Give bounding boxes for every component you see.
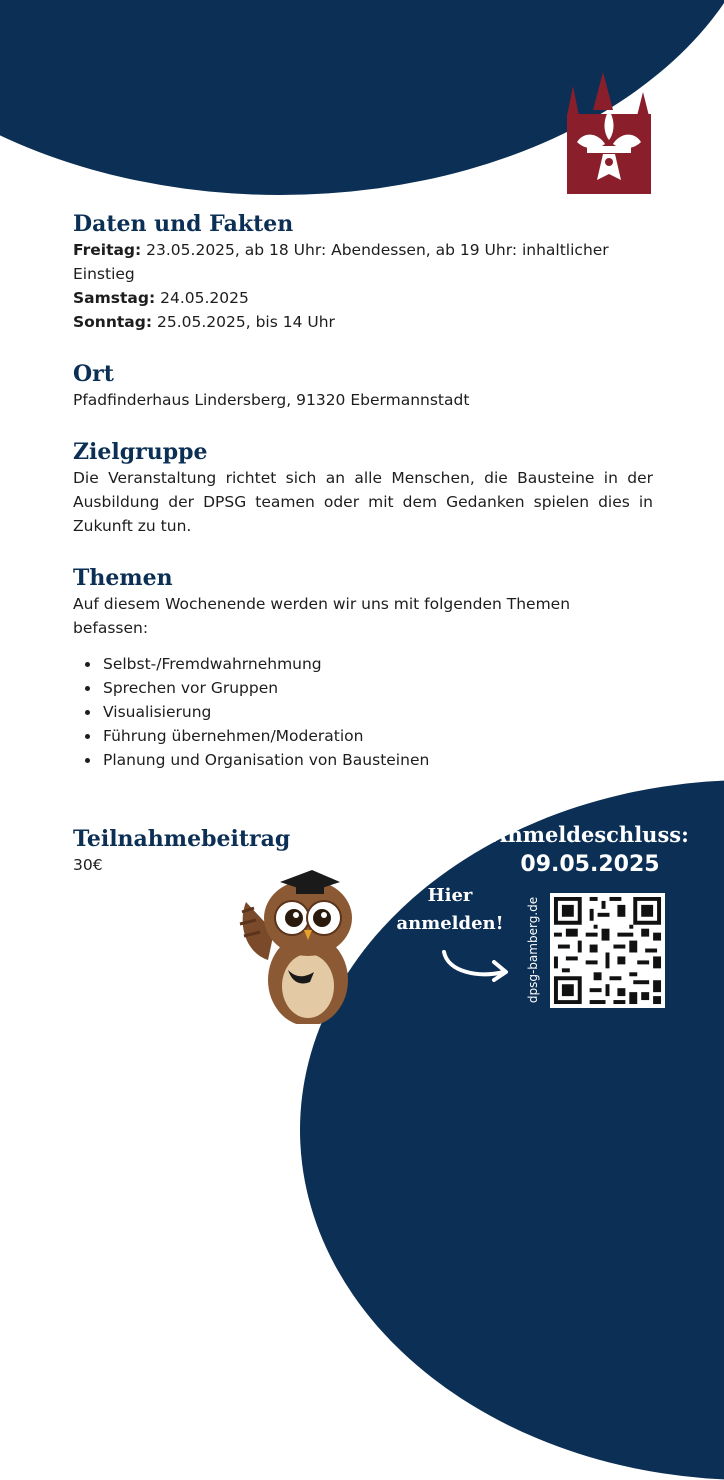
url-text: dpsg-bamberg.de xyxy=(526,896,540,1004)
audience-text: Die Veranstaltung richtet sich an alle Menschen, die Bausteine in der Ausbildung der DPSG teamen oder mit dem Gedanken spielen dies in Zukunft zu tun. xyxy=(73,469,653,535)
list-item: • Selbst-/Fremdwahrnehmung xyxy=(101,652,653,676)
facts-saturday xyxy=(73,286,653,310)
fee-heading: Teilnahmebeitrag xyxy=(73,826,291,852)
cta-line-1: Hier xyxy=(427,885,473,906)
fee-value: 30€ xyxy=(73,856,103,874)
list-item: • Visualisierung xyxy=(101,700,653,724)
topics-list xyxy=(73,652,653,772)
qr-code[interactable] xyxy=(550,893,665,1008)
owl-mascot xyxy=(234,862,364,1024)
main-content xyxy=(73,210,653,772)
topics-heading: Themen xyxy=(73,565,173,591)
list-item: • Führung übernehmen/Moderation xyxy=(101,724,653,748)
sunday-label: Sonntag: xyxy=(73,313,153,331)
deadline-label: Anmeldeschluss: xyxy=(491,822,689,847)
curved-arrow-icon xyxy=(438,946,518,986)
location-heading: Ort xyxy=(73,361,114,387)
saturday-text: 24.05.2025 xyxy=(155,289,249,307)
friday-label: Freitag: xyxy=(73,241,142,259)
deadline-date: 09.05.2025 xyxy=(520,852,660,877)
facts-heading: Daten und Fakten xyxy=(73,211,294,237)
facts-sunday xyxy=(73,310,653,334)
register-cta[interactable] xyxy=(380,882,520,938)
location-text: Pfadfinderhaus Lindersberg, 91320 Ebermannstadt xyxy=(73,391,470,409)
sunday-text: 25.05.2025, bis 14 Uhr xyxy=(152,313,335,331)
facts-friday xyxy=(73,238,653,286)
registration-url[interactable] xyxy=(519,895,547,1005)
topics-intro: Auf diesem Wochenende werden wir uns mit folgenden Themen befassen: xyxy=(73,595,571,637)
audience-heading: Zielgruppe xyxy=(73,439,208,465)
friday-text: 23.05.2025, ab 18 Uhr: Abendessen, ab 19 Uhr: inhaltlicher Einstieg xyxy=(73,241,609,283)
dpsg-bamberg-logo xyxy=(563,70,655,198)
cta-line-2: anmelden! xyxy=(396,913,504,934)
qr-code-graphic xyxy=(550,893,665,1008)
list-item: • Sprechen vor Gruppen xyxy=(101,676,653,700)
saturday-label: Samstag: xyxy=(73,289,156,307)
list-item: • Planung und Organisation von Bausteinen xyxy=(101,748,653,772)
